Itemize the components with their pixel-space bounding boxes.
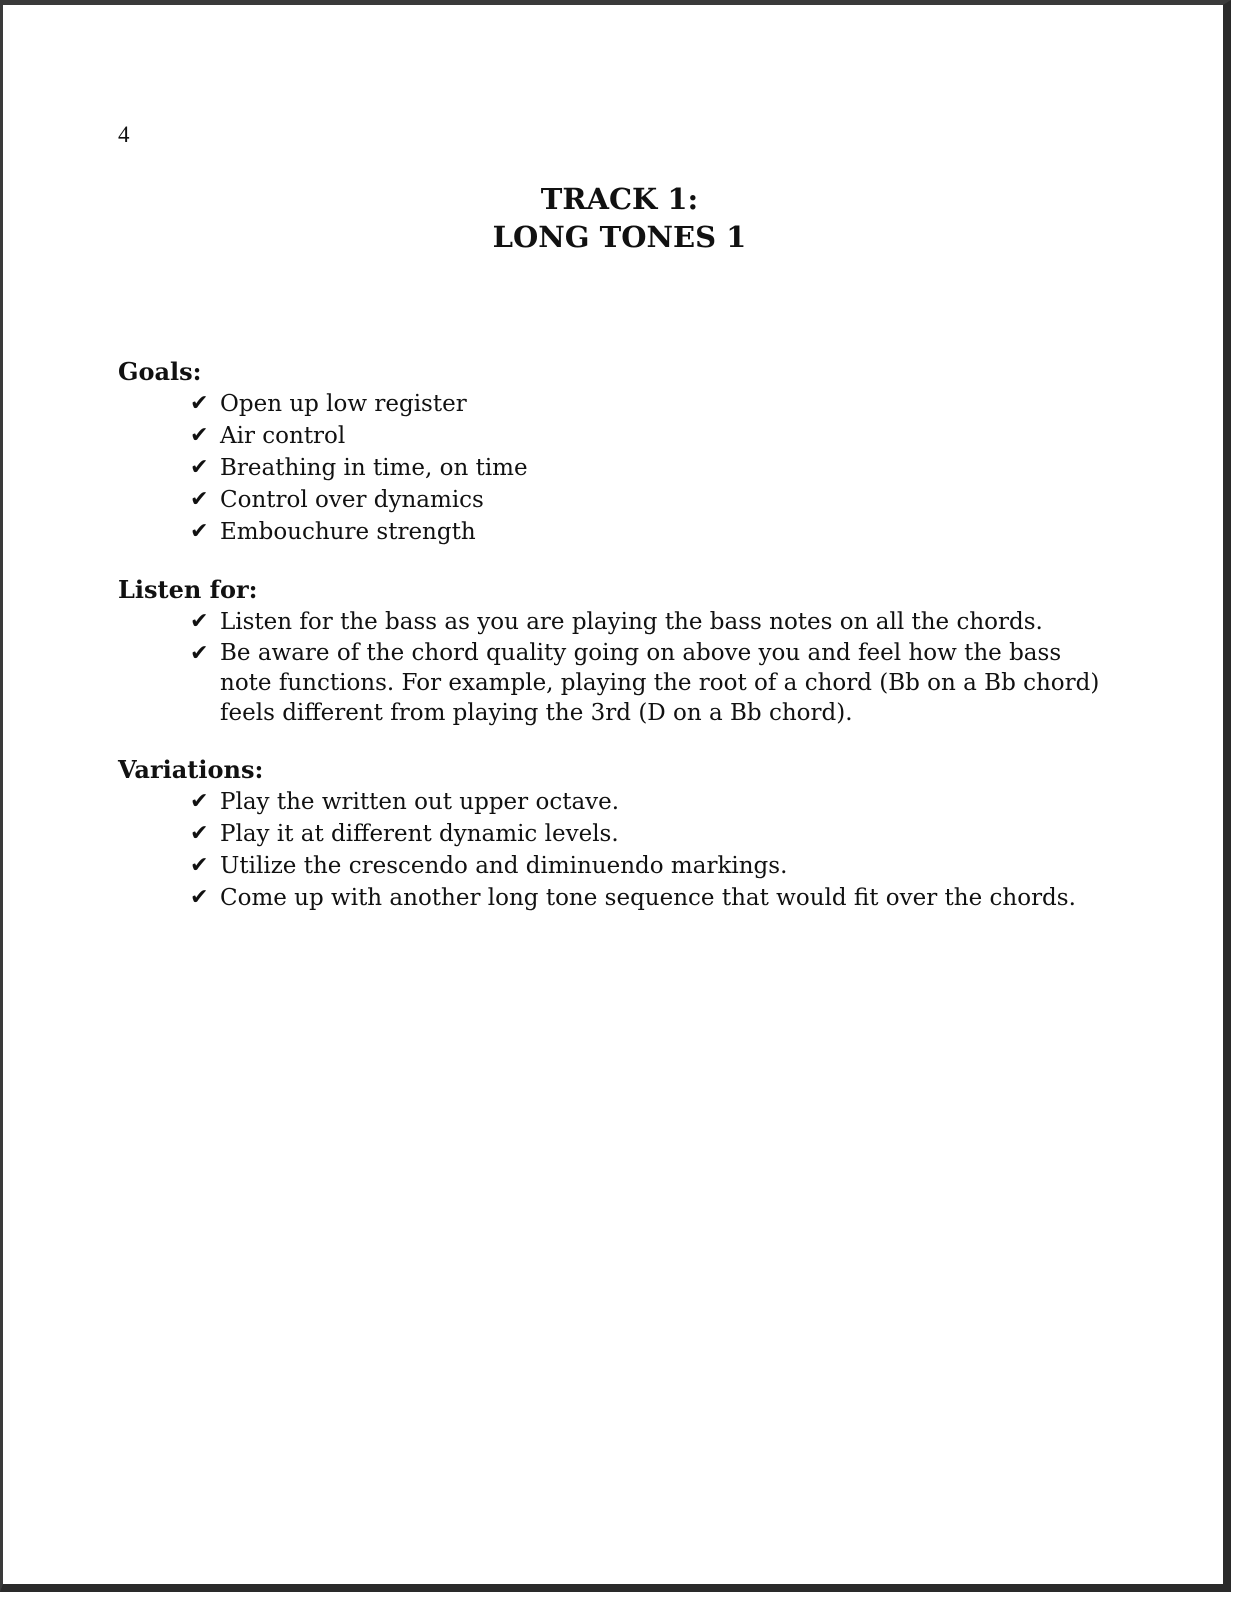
goals-heading: Goals: — [118, 357, 202, 386]
check-mark-icon: ✔ — [190, 609, 209, 634]
listen-for-section — [118, 574, 1138, 728]
list-item: ✔ Control over dynamics — [190, 484, 1138, 516]
check-mark-icon: ✔ — [190, 641, 209, 666]
list-item: ✔ Embouchure strength — [190, 516, 1138, 548]
title-line-1: TRACK 1: — [540, 182, 699, 216]
title-line-2: LONG TONES 1 — [492, 220, 747, 254]
list-item: ✔ Come up with another long tone sequence that would fit over the chords. — [190, 882, 1138, 914]
listen-for-heading: Listen for: — [118, 575, 258, 604]
list-item: ✔ Be aware of the chord quality going on above you and feel how the bass note functions. For example, playing the root of a chord (Bb on a Bb chord) feels different from playing the 3rd (D on a Bb chord). — [190, 640, 1100, 726]
goals-list — [118, 388, 1138, 548]
list-item: ✔ Breathing in time, on time — [190, 452, 1138, 484]
check-mark-icon: ✔ — [190, 391, 209, 416]
list-item: ✔ Open up low register — [190, 388, 1138, 420]
variations-heading: Variations: — [118, 755, 264, 784]
variations-section — [118, 754, 1138, 914]
list-item: ✔ Listen for the bass as you are playing the bass notes on all the chords. — [190, 606, 1138, 638]
list-item: ✔ Utilize the crescendo and diminuendo markings. — [190, 850, 1138, 882]
check-mark-icon: ✔ — [190, 885, 209, 910]
page-number: 4 — [118, 122, 130, 147]
check-mark-icon: ✔ — [190, 853, 209, 878]
goals-section — [118, 356, 1138, 548]
list-item: ✔ Play the written out upper octave. — [190, 786, 1138, 818]
check-mark-icon: ✔ — [190, 487, 209, 512]
list-item: ✔ Air control — [190, 420, 1138, 452]
listen-for-list — [118, 606, 1138, 728]
list-item: ✔ Play it at different dynamic levels. — [190, 818, 1138, 850]
page-title — [0, 180, 1239, 256]
check-mark-icon: ✔ — [190, 455, 209, 480]
variations-list — [118, 786, 1138, 914]
check-mark-icon: ✔ — [190, 821, 209, 846]
check-mark-icon: ✔ — [190, 519, 209, 544]
check-mark-icon: ✔ — [190, 789, 209, 814]
check-mark-icon: ✔ — [190, 423, 209, 448]
